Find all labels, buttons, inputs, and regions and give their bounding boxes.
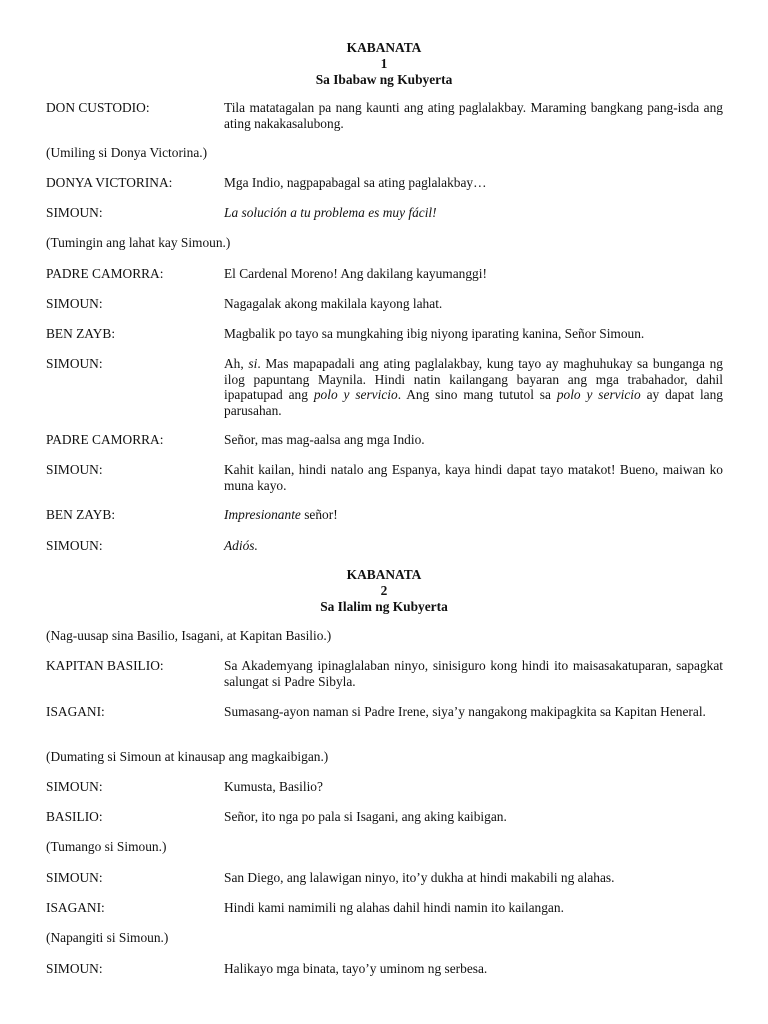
dialogue-text <box>224 538 723 554</box>
spanish-phrase: Impresionante <box>224 507 301 522</box>
chapter-label: KABANATA <box>346 567 422 582</box>
chapter-label: KABANATA <box>346 40 422 55</box>
chapter-number: 2 <box>380 583 388 598</box>
dialogue-text: Kahit kailan, hindi natalo ang Espanya, kaya hindi dapat tayo matakot! Bueno, maiwan ko muna kayo. <box>224 462 723 493</box>
stage-direction-text: (Napangiti si Simoun.) <box>46 930 169 945</box>
chapter-2-heading <box>0 567 768 615</box>
dialogue-text: El Cardenal Moreno! Ang dakilang kayumanggi! <box>224 266 487 281</box>
speaker-name: ISAGANI: <box>46 900 105 915</box>
dialogue-text: Magbalik po tayo sa mungkahing ibig niyong iparating kanina, Señor Simoun. <box>224 326 645 341</box>
speaker-name: SIMOUN: <box>46 462 103 477</box>
dialogue-text: Kumusta, Basilio? <box>224 779 323 794</box>
speaker-name: BEN ZAYB: <box>46 507 116 522</box>
chapter-title: Sa Ilalim ng Kubyerta <box>320 599 448 614</box>
speaker-name: DONYA VICTORINA: <box>46 175 173 190</box>
spanish-phrase: Adiós. <box>224 538 258 553</box>
text-run: . Mas mapapadali ang ating paglalakbay, kung tayo ay maghuhukay sa bunganga ng ilog papuntang Maynila. Hindi natin kailangang bayaran ang mga trabahador, dahil ipapatupad ang <box>224 356 724 402</box>
text-run: Ah, <box>224 356 249 371</box>
dialogue-text: Nagagalak akong makilala kayong lahat. <box>224 296 443 311</box>
speaker-name: BEN ZAYB: <box>46 326 116 341</box>
speaker-name: DON CUSTODIO: <box>46 100 150 115</box>
dialogue-text <box>224 507 723 523</box>
speaker-name: SIMOUN: <box>46 961 103 976</box>
stage-direction-text: (Nag-uusap sina Basilio, Isagani, at Kapitan Basilio.) <box>46 628 332 643</box>
spanish-phrase: La solución a tu problema es muy fácil! <box>224 205 437 220</box>
dialogue-text <box>224 205 723 221</box>
dialogue-text <box>224 356 723 418</box>
dialogue-text: Halikayo mga binata, tayo’y uminom ng serbesa. <box>224 961 488 976</box>
speaker-name: SIMOUN: <box>46 870 103 885</box>
speaker-name: SIMOUN: <box>46 296 103 311</box>
dialogue-text: Sumasang-ayon naman si Padre Irene, siya’y nangakong makipagkita sa Kapitan Heneral. <box>224 704 706 719</box>
dialogue-text: Sa Akademyang ipinaglalaban ninyo, sinisiguro kong hindi ito maisasakatuparan, sapagkat salungat si Padre Sibyla. <box>224 658 723 689</box>
speaker-name: SIMOUN: <box>46 779 103 794</box>
stage-direction-text: (Dumating si Simoun at kinausap ang magkaibigan.) <box>46 749 329 764</box>
speaker-name: SIMOUN: <box>46 356 103 371</box>
speaker-name: SIMOUN: <box>46 538 103 553</box>
dialogue-text: Hindi kami namimili ng alahas dahil hindi namin ito kailangan. <box>224 900 564 915</box>
dialogue-text: Señor, mas mag-aalsa ang mga Indio. <box>224 432 425 447</box>
text-run: señor! <box>300 507 338 522</box>
stage-direction-text: (Tumingin ang lahat kay Simoun.) <box>46 235 231 250</box>
speaker-name: PADRE CAMORRA: <box>46 432 164 447</box>
stage-direction-text: (Tumango si Simoun.) <box>46 839 167 854</box>
chapter-title: Sa Ibabaw ng Kubyerta <box>315 72 453 87</box>
dialogue-text: Tila matatagalan pa nang kaunti ang ating paglalakbay. Maraming bangkang pang-isda ang ating nakakasalubong. <box>224 100 723 131</box>
speaker-name: KAPITAN BASILIO: <box>46 658 164 673</box>
dialogue-text: San Diego, ang lalawigan ninyo, ito’y dukha at hindi makabili ng alahas. <box>224 870 615 885</box>
text-run: . Ang sino mang tututol sa <box>397 387 557 402</box>
spanish-phrase: polo y servicio <box>556 387 641 402</box>
stage-direction-text: (Umiling si Donya Victorina.) <box>46 145 208 160</box>
spanish-phrase: si <box>248 356 258 371</box>
chapter-1-heading <box>0 40 768 88</box>
chapter-number: 1 <box>380 56 388 71</box>
speaker-name: SIMOUN: <box>46 205 103 220</box>
dialogue-text: Señor, ito nga po pala si Isagani, ang aking kaibigan. <box>224 809 507 824</box>
text-run: ay dapat lang parusahan. <box>224 387 724 418</box>
speaker-name: ISAGANI: <box>46 704 105 719</box>
dialogue-text: Mga Indio, nagpapabagal sa ating paglalakbay… <box>224 175 487 190</box>
speaker-name: PADRE CAMORRA: <box>46 266 164 281</box>
speaker-name: BASILIO: <box>46 809 103 824</box>
spanish-phrase: polo y servicio <box>313 387 398 402</box>
